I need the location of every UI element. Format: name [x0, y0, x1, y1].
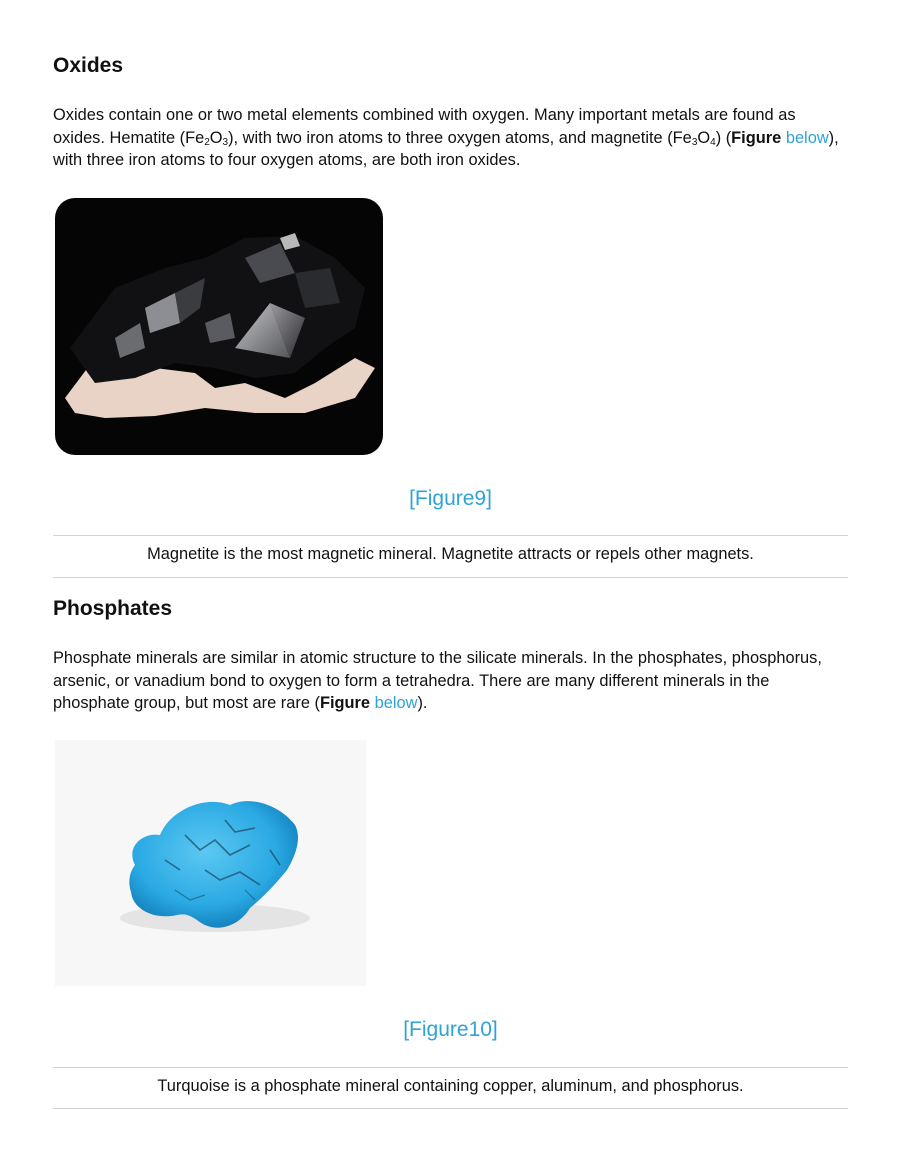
oxides-paragraph — [53, 104, 843, 172]
oxides-text-4: ), with three iron atoms to four oxygen atoms, are both iron oxides. — [53, 128, 839, 169]
figure10-caption — [53, 1067, 848, 1109]
magnetite-o-subscript: 4 — [710, 136, 716, 148]
figure-below-link[interactable]: below — [785, 128, 829, 147]
section-heading-phosphates: Phosphates — [53, 597, 173, 620]
figure-bold-label-2: Figure — [319, 694, 371, 712]
turquoise-illustration — [55, 740, 366, 986]
hematite-o: O — [209, 128, 223, 147]
hematite-fe-subscript: 2 — [204, 136, 210, 148]
magnetite-illustration — [55, 198, 383, 455]
figure9-caption — [53, 535, 848, 578]
oxides-text-3: ) ( — [715, 128, 732, 147]
figure9-caption-text: Magnetite is the most magnetic mineral. Magnetite attracts or repels other magnets. — [147, 545, 754, 563]
magnetite-photo — [55, 198, 383, 455]
phosphates-text-1: Phosphate minerals are similar in atomic structure to the silicate minerals. In the phosphates, phosphorus, arsenic, or vanadium bond to oxygen to form a tetrahedra. There are many different minerals in the phosphate group, but most are rare ( — [53, 649, 822, 712]
figure-below-link-2[interactable]: below — [374, 694, 418, 712]
figure9-link[interactable]: [Figure9] — [409, 487, 492, 510]
hematite-o-subscript: 3 — [222, 136, 229, 148]
phosphates-text-2: ). — [417, 694, 428, 712]
section-heading-oxides: Oxides — [53, 54, 124, 77]
figure10-link[interactable]: [Figure10] — [403, 1018, 498, 1041]
oxides-text-1: Oxides contain one or two metal elements combined with oxygen. Many important metals are found as oxides. Hematite (Fe — [53, 106, 796, 147]
oxides-text-2: ), with two iron atoms to three oxygen atoms, and magnetite (Fe — [228, 128, 692, 147]
turquoise-photo — [55, 740, 366, 986]
magnetite-fe-subscript: 3 — [691, 136, 698, 148]
phosphates-paragraph — [53, 647, 843, 715]
figure10-caption-text: Turquoise is a phosphate mineral containing copper, aluminum, and phosphorus. — [157, 1077, 744, 1095]
magnetite-o: O — [697, 128, 711, 147]
figure-bold-label: Figure — [731, 128, 782, 147]
